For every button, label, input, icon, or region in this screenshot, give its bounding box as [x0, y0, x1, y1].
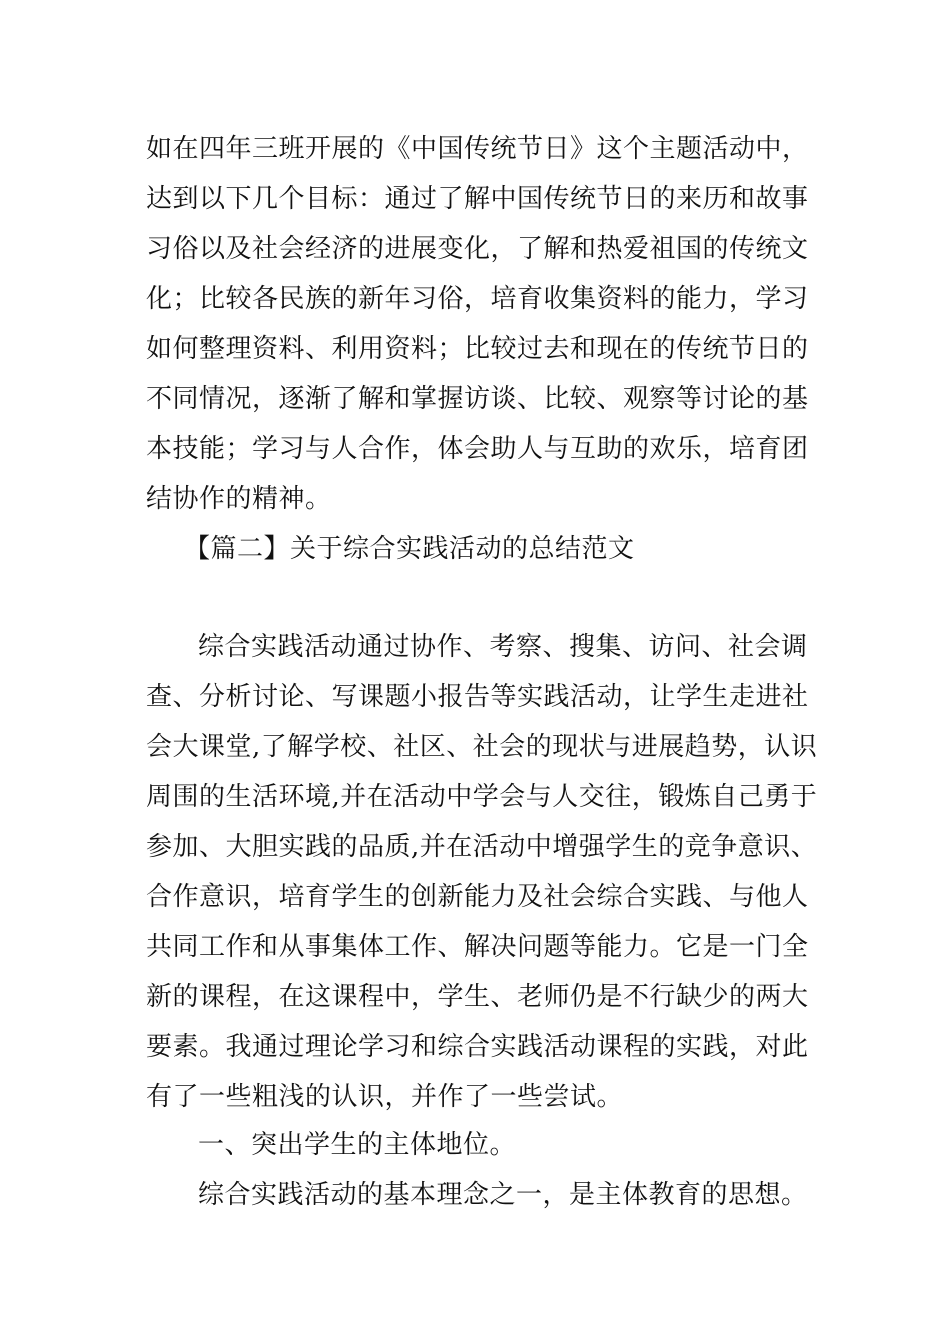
section-heading: 【篇二】关于综合实践活动的总结范文 — [184, 534, 635, 564]
paragraph2-line-10: 有了一些粗浅的认识，并作了一些尝试。 — [146, 1082, 624, 1112]
paragraph2-line-6: 合作意识，培育学生的创新能力及社会综合实践、与他人 — [146, 882, 809, 912]
paragraph1-line-3: 习俗以及社会经济的进展变化，了解和热爱祖国的传统文 — [146, 234, 809, 264]
paragraph2-line-2: 查、分析讨论、写课题小报告等实践活动，让学生走进社 — [146, 682, 809, 712]
paragraph2-line-4: 周围的生活环境,并在活动中学会与人交往，锻炼自己勇于 — [146, 782, 818, 812]
paragraph1-line-8: 结协作的精神。 — [146, 484, 332, 514]
subheading: 一、突出学生的主体地位。 — [198, 1130, 517, 1160]
paragraph2-line-9: 要素。我通过理论学习和综合实践活动课程的实践，对此 — [146, 1032, 809, 1062]
paragraph1-line-1: 如在四年三班开展的《中国传统节日》这个主题活动中， — [146, 134, 809, 164]
paragraph1-line-2: 达到以下几个目标：通过了解中国传统节日的来历和故事 — [146, 184, 809, 214]
paragraph2-line-5: 参加、大胆实践的品质,并在活动中增强学生的竞争意识、 — [146, 832, 818, 862]
paragraph1-line-7: 本技能；学习与人合作，体会助人与互助的欢乐，培育团 — [146, 434, 809, 464]
paragraph1-line-6: 不同情况，逐渐了解和掌握访谈、比较、观察等讨论的基 — [146, 384, 809, 414]
paragraph2-line-7: 共同工作和从事集体工作、解决问题等能力。它是一门全 — [146, 932, 809, 962]
paragraph2-line-3: 会大课堂,了解学校、社区、社会的现状与进展趋势，认识 — [146, 732, 818, 762]
paragraph1-line-4: 化；比较各民族的新年习俗，培育收集资料的能力，学习 — [146, 284, 809, 314]
paragraph2-line-8: 新的课程，在这课程中，学生、老师仍是不行缺少的两大 — [146, 982, 809, 1012]
paragraph2-line-1: 综合实践活动通过协作、考察、搜集、访问、社会调 — [198, 632, 808, 662]
paragraph1-line-5: 如何整理资料、利用资料；比较过去和现在的传统节日的 — [146, 334, 809, 364]
paragraph3-line-1: 综合实践活动的基本理念之一，是主体教育的思想。 — [198, 1180, 808, 1210]
